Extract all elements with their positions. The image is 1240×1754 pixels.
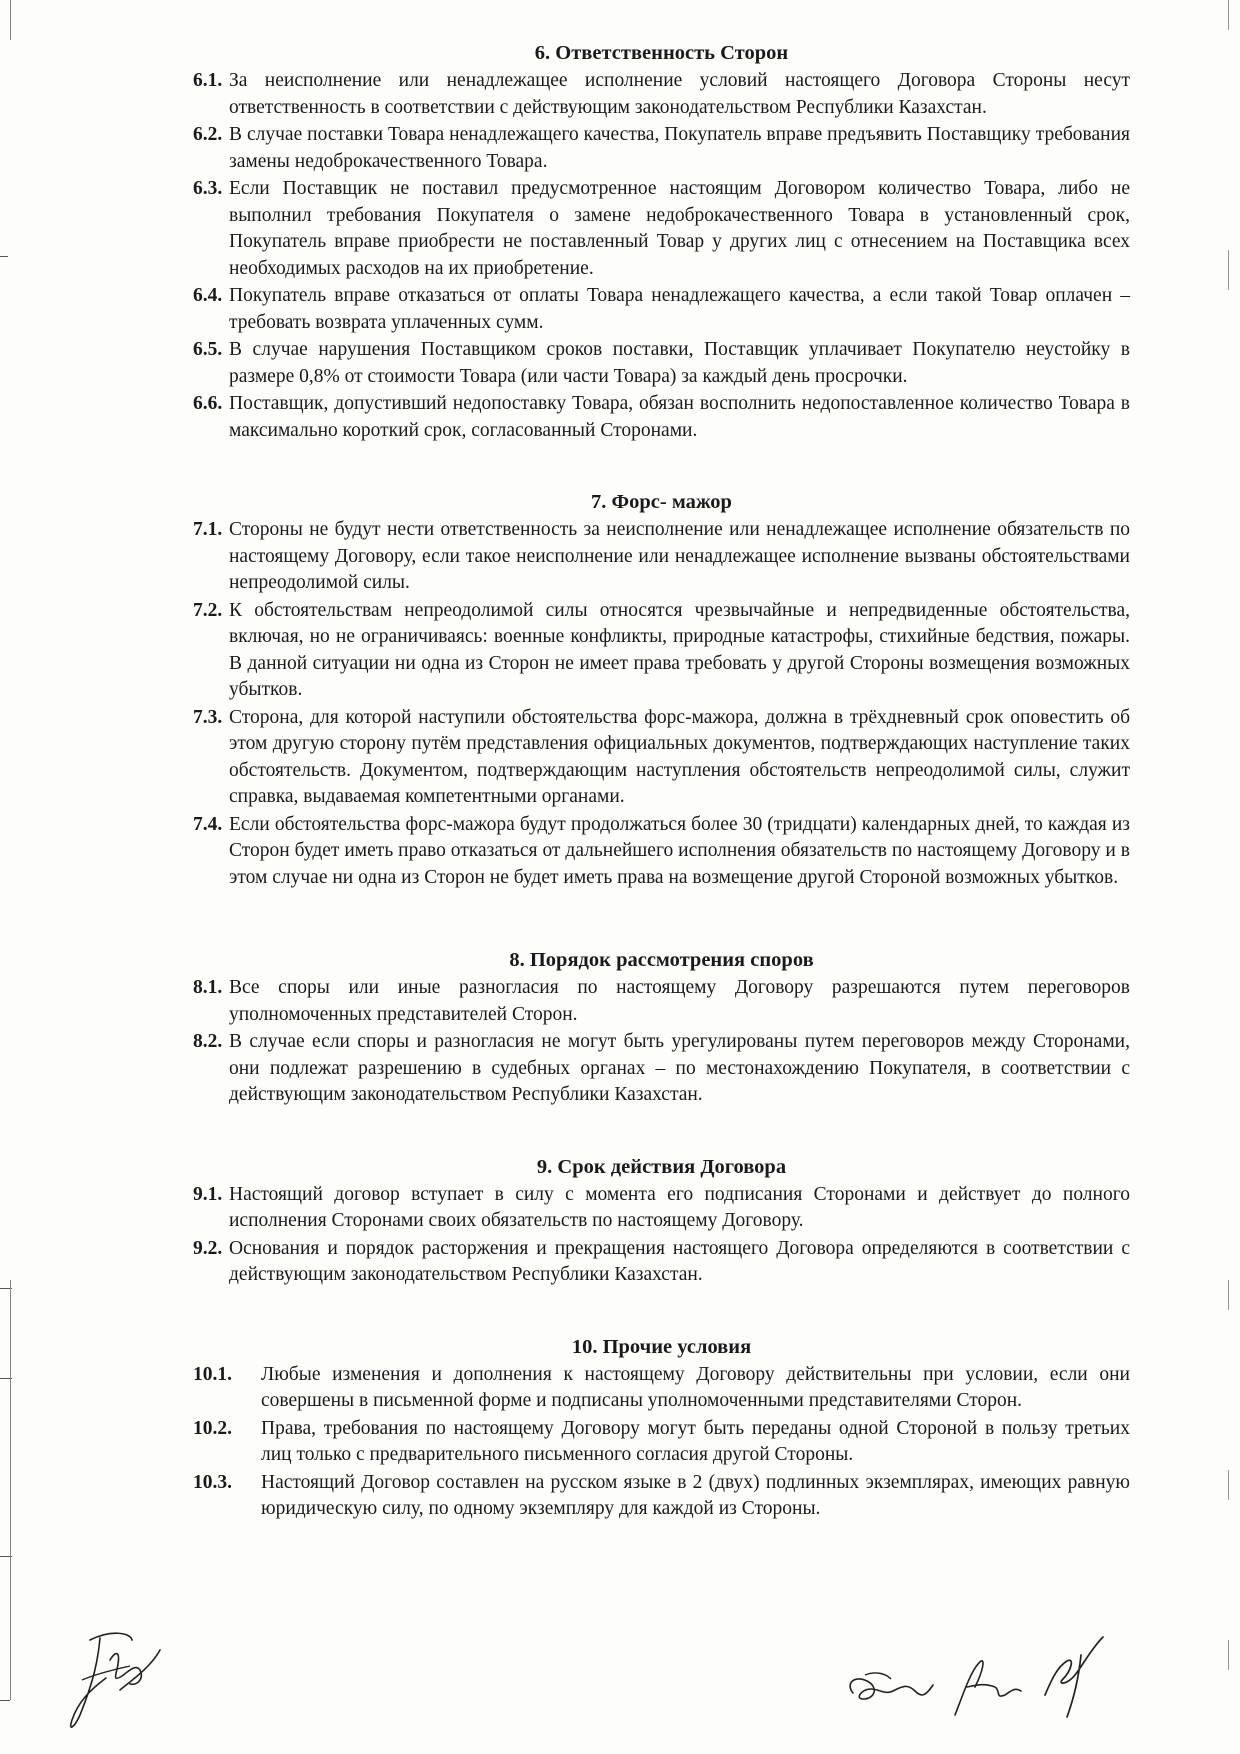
clause [193,1416,1130,1469]
clause-number: 6.3. [193,178,223,199]
scan-edge-line [1228,1280,1229,1310]
section-term [193,1154,1130,1289]
clause-number: 7.4. [193,813,223,835]
clause-number: 6.5. [193,339,223,360]
clause-number: 6.1. [193,70,223,91]
clause [193,176,1130,282]
section-title: 8. Порядок рассмотрения споров [509,949,814,971]
section-title: 10. Прочие условия [571,1335,752,1358]
scan-edge-line [1228,1640,1229,1670]
scan-edge-line [10,1280,11,1700]
clause-text: Если Поставщик не поставил предусмотренное настоящим Договором количество Товара, либо не выполнил требования Покупателя о замене недоброкачественного Товара в установленный срок, Покупатель вправе приобрести не поставленный Товар у других лиц с отнесением на Поставщика всех необходимых расходов на их приобретение. [229,178,1130,279]
clause [193,1182,1130,1235]
clause [193,598,1130,704]
scan-edge-line [1228,0,1229,30]
clause-number: 7.1. [193,519,223,540]
clause [193,122,1130,175]
clause-text: Любые изменения и дополнения к настоящему Договору действительны при условии, если они совершены в письменной форме и подписаны уполномоченными представителями Сторон. [261,1363,1130,1411]
scan-margin-mark [0,1700,10,1701]
clause [193,812,1130,892]
section-title: 7. Форс- мажор [591,491,732,513]
section-spacer [193,1110,1130,1154]
clause-number: 6.2. [193,124,223,145]
clause-number: 9.1. [193,1183,223,1205]
section-other-terms [193,1334,1130,1523]
clause [193,1362,1130,1415]
clause-text: Стороны не будут нести ответственность за неисполнение или ненадлежащее исполнение обязательств по настоящему Договору, если такое неисполнение или ненадлежащее исполнение вызваны обстоятельствами непреодолимой силы. [229,519,1130,593]
clause-text: За неисполнение или ненадлежащее исполнение условий настоящего Договора Стороны несут ответственность в соответствии с действующим законодательством Республики Казахстан. [229,70,1130,118]
section-title: 6. Ответственность Сторон [534,42,789,64]
clause-text: В случае нарушения Поставщиком сроков поставки, Поставщик уплачивает Покупателю неустойку в размере 0,8% от стоимости Товара (или части Товара) за каждый день просрочки. [229,339,1130,387]
scan-edge-line [10,0,11,40]
section-responsibility [193,40,1130,444]
clause [193,517,1130,597]
clause [193,68,1130,121]
scan-edge-line [1228,1470,1229,1500]
contract-body [193,40,1130,1524]
clause-text: Поставщик, допустивший недопоставку Товара, обязан восполнить недопоставленное количество Товара в максимально короткий срок, согласованный Сторонами. [229,393,1130,441]
clause-number: 9.2. [193,1237,223,1259]
clause-number: 6.6. [193,393,223,414]
clause-text: Если обстоятельства форс-мажора будут продолжаться более 30 (тридцати) календарных дней, то каждая из Сторон будет иметь право отказаться от дальнейшего исполнения обязательств по настоящему Договору и в этом случае ни одна из Сторон не будет иметь права на возмещение другой Стороной возможных убытков. [229,813,1130,888]
clause-text: Права, требования по настоящему Договору могут быть переданы одной Стороной в пользу третьих лиц только с предварительного письменного согласия другой Стороны. [261,1417,1130,1465]
handwritten-signature-left [60,1620,170,1740]
section-spacer [193,445,1130,489]
clause-number: 8.2. [193,1031,223,1052]
clause [193,391,1130,444]
scan-margin-mark [0,256,8,257]
clause-number: 10.1. [193,1363,232,1385]
clause-number: 10.3. [193,1471,232,1493]
clause [193,1029,1130,1109]
clause [193,975,1130,1028]
clause-text: К обстоятельствам непреодолимой силы относятся чрезвычайные и непредвиденные обстоятельства, включая, но не ограничиваясь: военные конфликты, природные катастрофы, стихийные бедствия, пожары. В данной ситуации ни одна из Сторон не имеет права требовать у другой Стороны возмещения возможных убытков. [229,599,1130,700]
clause [193,705,1130,811]
handwritten-signature-right [835,1625,1135,1730]
section-title: 9. Срок действия Договора [536,1155,787,1178]
clause-number: 7.2. [193,599,223,621]
clause [193,337,1130,390]
clause-number: 6.4. [193,285,223,306]
clause [193,1470,1130,1523]
scan-edge-line [1228,250,1229,290]
clause-number: 10.2. [193,1417,232,1439]
clause-number: 8.1. [193,977,223,998]
clause-text: Покупатель вправе отказаться от оплаты Товара ненадлежащего качества, а если такой Товар оплачен – требовать возврата уплаченных сумм. [229,285,1130,333]
section-spacer [193,892,1130,947]
clause-text: В случае поставки Товара ненадлежащего качества, Покупатель вправе предъявить Поставщику требования замены недоброкачественного Товара. [229,124,1130,172]
clause-text: Все споры или иные разногласия по настоящему Договору разрешаются путем переговоров уполномоченных представителей Сторон. [229,977,1130,1025]
section-disputes [193,947,1130,1109]
clause-text: В случае если споры и разногласия не могут быть урегулированы путем переговоров между Сторонами, они подлежат разрешению в судебных органах – по местонахождению Покупателя, в соответствии с действующим законодательством Республики Казахстан. [229,1031,1130,1105]
clause-text: Настоящий Договор составлен на русском языке в 2 (двух) подлинных экземплярах, имеющих равную юридическую силу, по одному экземпляру для каждой из Стороны. [261,1471,1130,1519]
clause-text: Сторона, для которой наступили обстоятельства форс-мажора, должна в трёхдневный срок оповестить об этом другую сторону путём представления официальных документов, подтверждающих наступление таких обстоятельств. Документом, подтверждающим наступления обстоятельств непреодолимой силы, служит справка, выдаваемая компетентными органами. [229,706,1130,807]
clause [193,1236,1130,1289]
section-spacer [193,1290,1130,1334]
clause [193,283,1130,336]
clause-text: Основания и порядок расторжения и прекращения настоящего Договора определяются в соответствии с действующим законодательством Республики Казахстан. [229,1237,1130,1285]
clause-text: Настоящий договор вступает в силу с момента его подписания Сторонами и действует до полного исполнения Сторонами своих обязательств по настоящему Договору. [229,1183,1130,1231]
section-force-majeure [193,489,1130,891]
clause-number: 7.3. [193,706,223,728]
